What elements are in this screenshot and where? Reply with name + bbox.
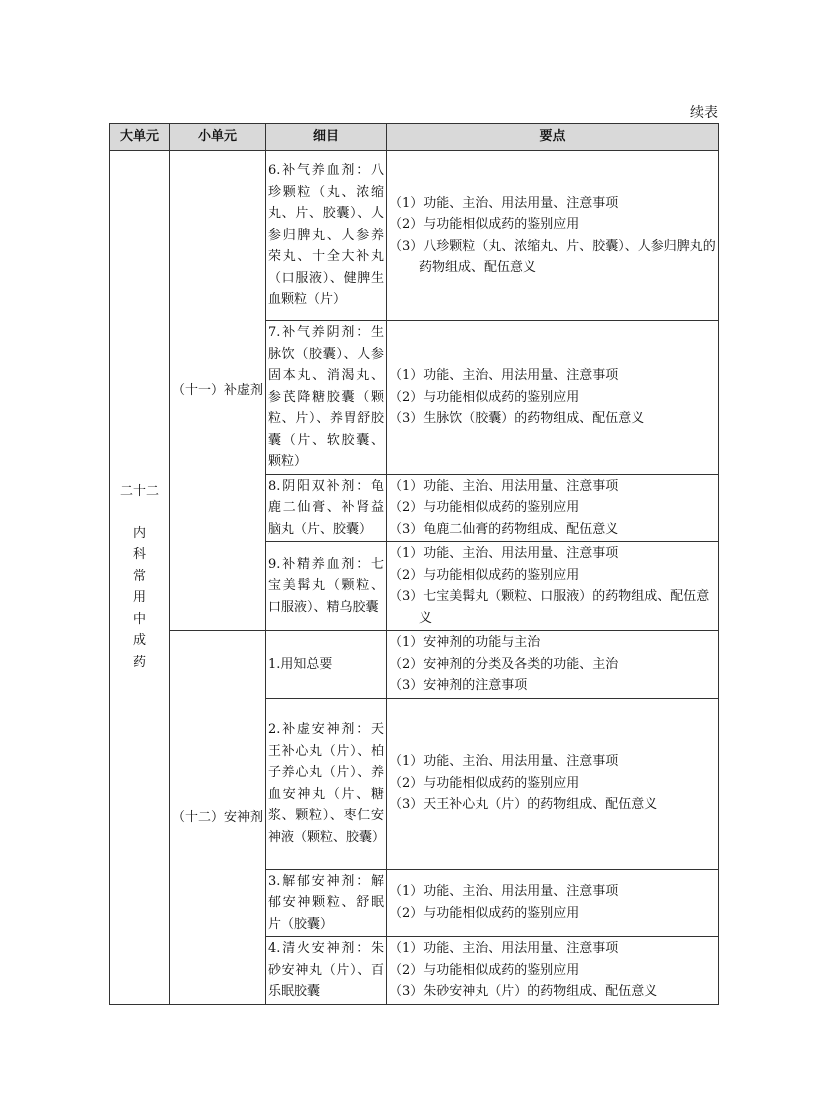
detail-cell: 1.用知总要 [266, 631, 387, 699]
header-major-unit: 大单元 [110, 124, 170, 151]
key-point: （1）功能、主治、用法用量、注意事项 [389, 368, 619, 383]
key-point: （3）七宝美髯丸（颗粒、口服液）的药物组成、配伍意义 [389, 589, 710, 626]
table-continued-caption: 续表 [690, 105, 718, 121]
major-unit-number: 二十二 [119, 484, 159, 500]
key-point: （1）功能、主治、用法用量、注意事项 [389, 195, 619, 211]
key-point: （1）功能、主治、用法用量、注意事项 [389, 884, 619, 900]
detail-cell: 4.清火安神剂：朱砂安神丸（片）、百乐眠胶囊 [266, 937, 387, 1005]
key-points-cell [387, 937, 719, 1005]
table-row [110, 631, 719, 699]
key-points-cell [387, 151, 719, 321]
key-point: （1）功能、主治、用法用量、注意事项 [389, 478, 619, 494]
key-point: （3）天王补心丸（片）的药物组成、配伍意义 [389, 797, 658, 813]
key-point: （3）安神剂的注意事项 [389, 678, 528, 693]
detail-cell: 6.补气养血剂：八珍颗粒（丸、浓缩丸、片、胶囊）、人参归脾丸、人参养荣丸、十全大补丸（口服液）、健脾生血颗粒（片） [266, 151, 387, 321]
major-unit-name: 内科常用中成药 [132, 525, 146, 670]
key-points-cell [387, 321, 719, 475]
key-point: （2）与功能相似成药的鉴别应用 [389, 962, 580, 978]
detail-cell: 8.阴阳双补剂：龟鹿二仙膏、补肾益脑丸（片、胶囊） [266, 474, 387, 542]
key-points-cell [387, 869, 719, 937]
header-sub-unit: 小单元 [170, 124, 266, 151]
header-detail: 细目 [266, 124, 387, 151]
key-point: （2）与功能相似成药的鉴别应用 [389, 567, 580, 583]
syllabus-table [109, 123, 719, 1005]
key-point: （3）朱砂安神丸（片）的药物组成、配伍意义 [389, 984, 658, 999]
key-point: （2）与功能相似成药的鉴别应用 [389, 905, 580, 921]
major-unit-cell [110, 151, 170, 1005]
key-point: （2）与功能相似成药的鉴别应用 [389, 389, 580, 405]
key-point: （3）生脉饮（胶囊）的药物组成、配伍意义 [389, 411, 645, 426]
key-point: （1）功能、主治、用法用量、注意事项 [389, 941, 619, 956]
sub-unit-cell: （十一）补虚剂 [170, 151, 266, 631]
key-point: （2）与功能相似成药的鉴别应用 [389, 775, 580, 791]
key-points-cell [387, 474, 719, 542]
detail-cell: 7.补气养阴剂：生脉饮（胶囊）、人参固本丸、消渴丸、参芪降糖胶囊（颗粒、片）、养胃舒胶囊（片、软胶囊、颗粒） [266, 321, 387, 475]
key-point: （1）功能、主治、用法用量、注意事项 [389, 546, 619, 561]
detail-cell: 3.解郁安神剂：解郁安神颗粒、舒眠片（胶囊） [266, 869, 387, 937]
detail-cell: 9.补精养血剂：七宝美髯丸（颗粒、口服液）、精乌胶囊 [266, 542, 387, 631]
table-header-row [110, 124, 719, 151]
key-point: （3）龟鹿二仙膏的药物组成、配伍意义 [389, 521, 619, 537]
key-point: （2）安神剂的分类及各类的功能、主治 [389, 656, 619, 672]
key-points-cell [387, 631, 719, 699]
header-key-points: 要点 [387, 124, 719, 151]
key-point: （1）安神剂的功能与主治 [389, 635, 541, 650]
key-point: （2）与功能相似成药的鉴别应用 [389, 217, 580, 232]
key-points-cell [387, 542, 719, 631]
key-point: （1）功能、主治、用法用量、注意事项 [389, 754, 619, 770]
key-point: （3）八珍颗粒（丸、浓缩丸、片、胶囊）、人参归脾丸的药物组成、配伍意义 [389, 238, 716, 275]
key-points-cell [387, 698, 719, 869]
key-point: （2）与功能相似成药的鉴别应用 [389, 500, 580, 515]
detail-cell: 2.补虚安神剂：天王补心丸（片）、柏子养心丸（片）、养血安神丸（片、糖浆、颗粒）、枣仁安神液（颗粒、胶囊） [266, 698, 387, 869]
table-row [110, 151, 719, 321]
sub-unit-cell: （十二）安神剂 [170, 631, 266, 1005]
